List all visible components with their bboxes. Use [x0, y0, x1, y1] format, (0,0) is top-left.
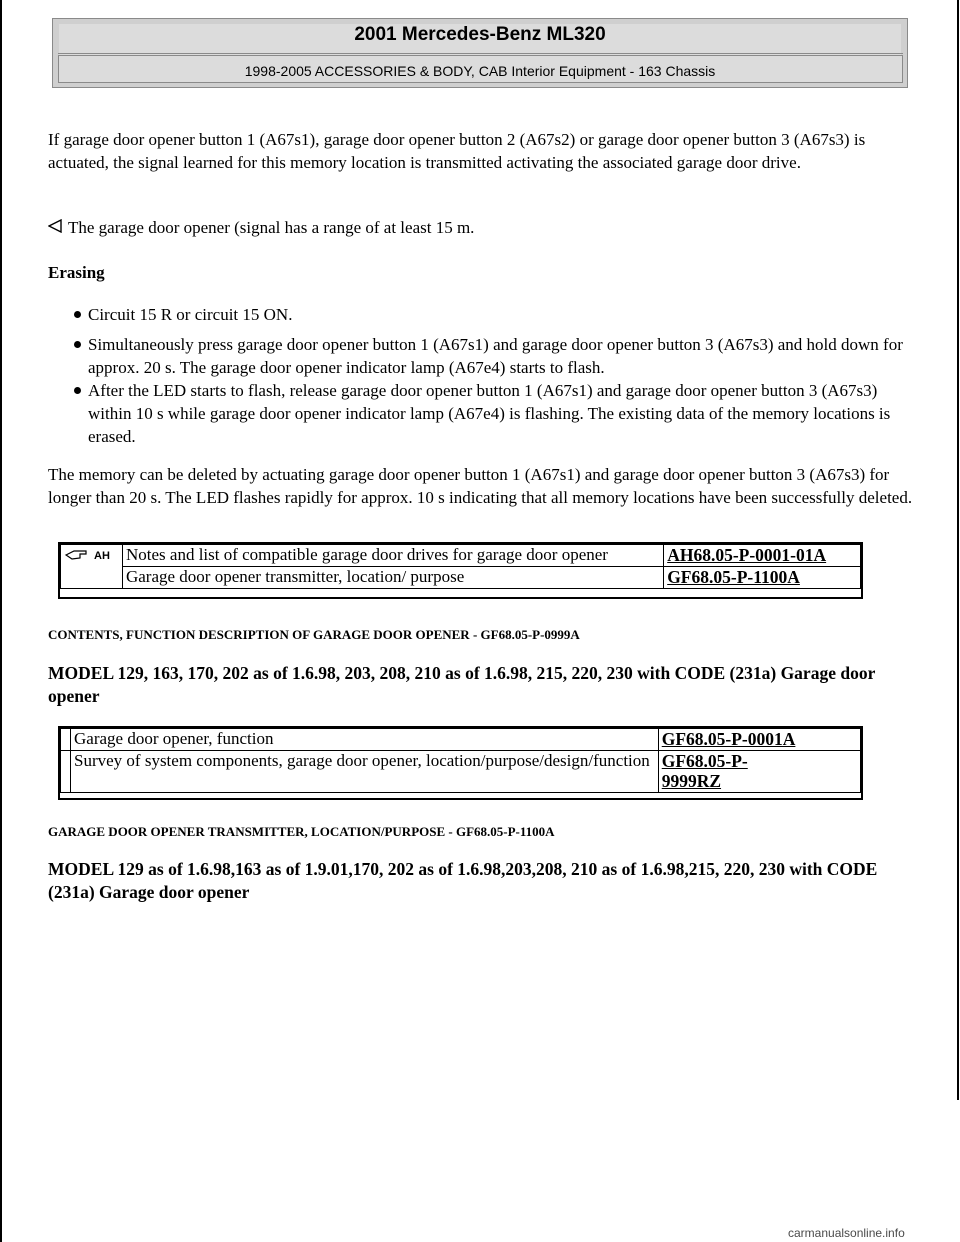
table-cell	[658, 751, 860, 793]
reference-link[interactable]: AH68.05-P-0001-01A	[667, 545, 827, 565]
page-border-right	[957, 0, 959, 1100]
note-icon	[48, 219, 62, 233]
reference-link[interactable]: GF68.05-P-0001A	[661, 729, 796, 749]
paragraph-signal-transmit: If garage door opener button 1 (A67s1), garage door opener button 2 (A67s2) or garage door opener button 3 (A67s3) is actuated, the signal learned for this memory location is transmitted activating the associated garage door drive.	[48, 130, 866, 172]
paragraph-memory-delete: The memory can be deleted by actuating garage door opener button 1 (A67s1) and garage door opener button 3 (A67s3) for longer than 20 s. The LED flashes rapidly for approx. 10 s indicating that all memory locations have been successfully deleted.	[48, 465, 913, 507]
table-cell: Survey of system components, garage door opener, location/purpose/design/function	[71, 751, 659, 793]
reference-link[interactable]: GF68.05-P-9999RZ	[661, 751, 748, 791]
ah-icon-cell	[61, 545, 123, 589]
table-row	[61, 751, 861, 793]
pointing-hand-icon	[64, 545, 114, 563]
erasing-heading: Erasing	[48, 263, 105, 282]
list-item: Simultaneously press garage door opener button 1 (A67s1) and garage door opener button 3 (A67s3) and hold down for approx. 20 s. The garage door opener indicator lamp (A67e4) starts to flash.	[88, 333, 908, 379]
note-range: The garage door opener (signal has a range of at least 15 m.	[68, 218, 475, 237]
table-cell: Notes and list of compatible garage door drives for garage door opener	[122, 545, 663, 567]
table-cell	[658, 729, 860, 751]
watermark: carmanualsonline.info	[788, 1226, 905, 1240]
table-row	[61, 545, 861, 567]
table-row	[61, 729, 861, 751]
model-applicability-1: MODEL 129, 163, 170, 202 as of 1.6.98, 203, 208, 210 as of 1.6.98, 215, 220, 230 with CODE (231a) Garage door opener	[48, 663, 876, 706]
section-heading-transmitter: GARAGE DOOR OPENER TRANSMITTER, LOCATION/PURPOSE - GF68.05-P-1100A	[48, 824, 555, 839]
table-row	[61, 567, 861, 589]
svg-text:AH: AH	[94, 550, 110, 562]
document-subtitle: 1998-2005 ACCESSORIES & BODY, CAB Interior Equipment - 163 Chassis	[244, 63, 716, 79]
list-item: Circuit 15 R or circuit 15 ON.	[88, 303, 908, 326]
reference-table-2-grid	[60, 728, 861, 793]
reference-link[interactable]: GF68.05-P-1100A	[667, 567, 800, 587]
list-item: After the LED starts to flash, release garage door opener button 1 (A67s1) and garage door opener button 3 (A67s3) within 10 s while garage door opener indicator lamp (A67e4) is flashing. The existing data of the memory locations is erased.	[88, 379, 908, 448]
document-title: 2001 Mercedes-Benz ML320	[354, 24, 606, 45]
section-heading-contents: CONTENTS, FUNCTION DESCRIPTION OF GARAGE DOOR OPENER - GF68.05-P-0999A	[48, 627, 580, 642]
table-cell	[664, 567, 861, 589]
table-cell: Garage door opener, function	[71, 729, 659, 751]
reference-table-1-grid	[60, 544, 861, 589]
table-cell	[664, 545, 861, 567]
table-cell: Garage door opener transmitter, location/ purpose	[122, 567, 663, 589]
model-applicability-2: MODEL 129 as of 1.6.98,163 as of 1.9.01,170, 202 as of 1.6.98,203,208, 210 as of 1.6.98,215, 220, 230 with CODE (231a) Garage door opener	[48, 859, 878, 902]
page-border-left	[0, 0, 2, 1242]
